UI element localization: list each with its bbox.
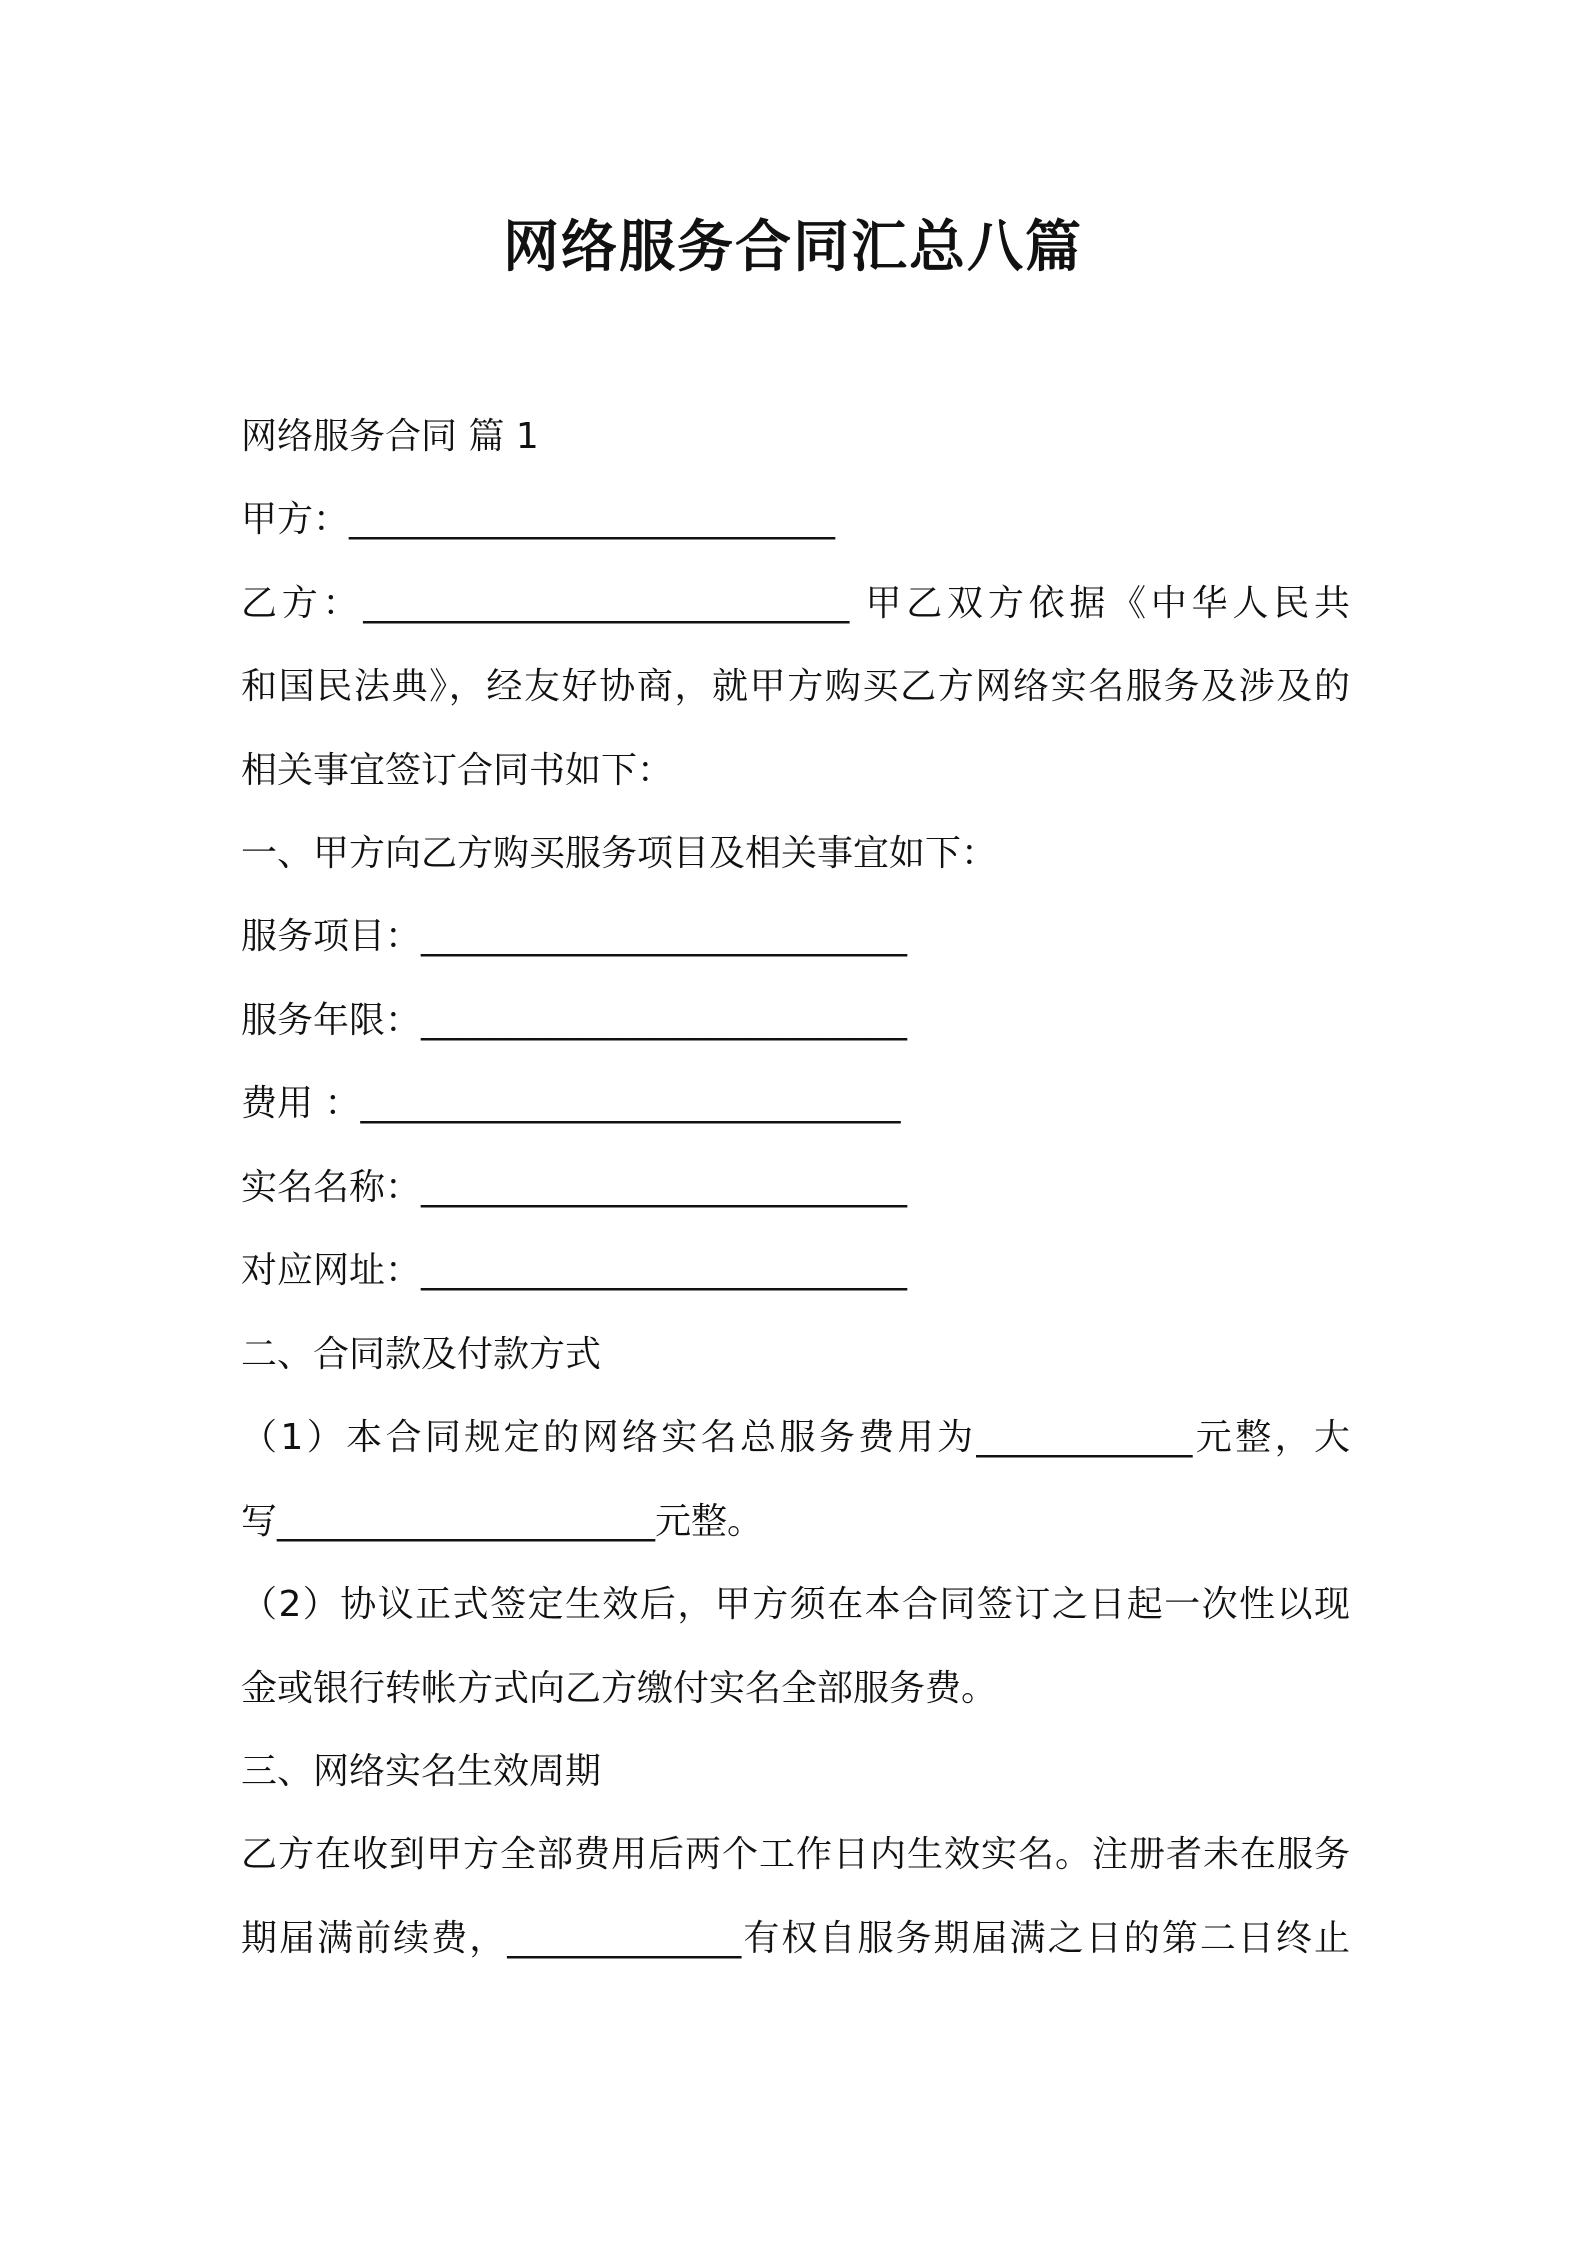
paragraph-line: 相关事宜签订合同书如下： [241,750,674,791]
party-a-field: 甲方：___________________________ [241,499,836,540]
fee-field: 费用 ：______________________________ [241,1083,901,1124]
paragraph-line: 和国民法典》，经友好协商，就甲方购买乙方网络实名服务及涉及的 [241,666,1350,707]
paragraph-line: 写_____________________元整。 [241,1501,764,1542]
party-b-field: 乙方：___________________________ 甲乙双方依据《中华人民共 [241,583,1350,624]
service-term-field: 服务年限：___________________________ [241,1000,908,1041]
document-title: 网络服务合同汇总八篇 [503,215,1083,280]
paragraph-line: 期届满前续费，_____________有权自服务期届满之日的第二日终止 [241,1918,1350,1959]
service-item-field: 服务项目：___________________________ [241,916,908,957]
paragraph-line: （1）本合同规定的网络实名总服务费用为____________元整，大 [241,1417,1350,1458]
real-name-field: 实名名称：___________________________ [241,1167,908,1208]
clause-heading-2: 二、合同款及付款方式 [241,1334,602,1375]
paragraph-line: 乙方在收到甲方全部费用后两个工作日内生效实名。注册者未在服务 [241,1834,1350,1875]
clause-heading-3: 三、网络实名生效周期 [241,1751,602,1792]
section-title-contract-1: 网络服务合同 篇 1 [241,416,539,457]
website-field: 对应网址：___________________________ [241,1250,908,1291]
paragraph-line: 金或银行转帐方式向乙方缴付实名全部服务费。 [241,1668,998,1709]
clause-heading-1: 一、甲方向乙方购买服务项目及相关事宜如下： [241,833,998,874]
paragraph-line: （2）协议正式签定生效后，甲方须在本合同签订之日起一次性以现 [241,1584,1350,1625]
